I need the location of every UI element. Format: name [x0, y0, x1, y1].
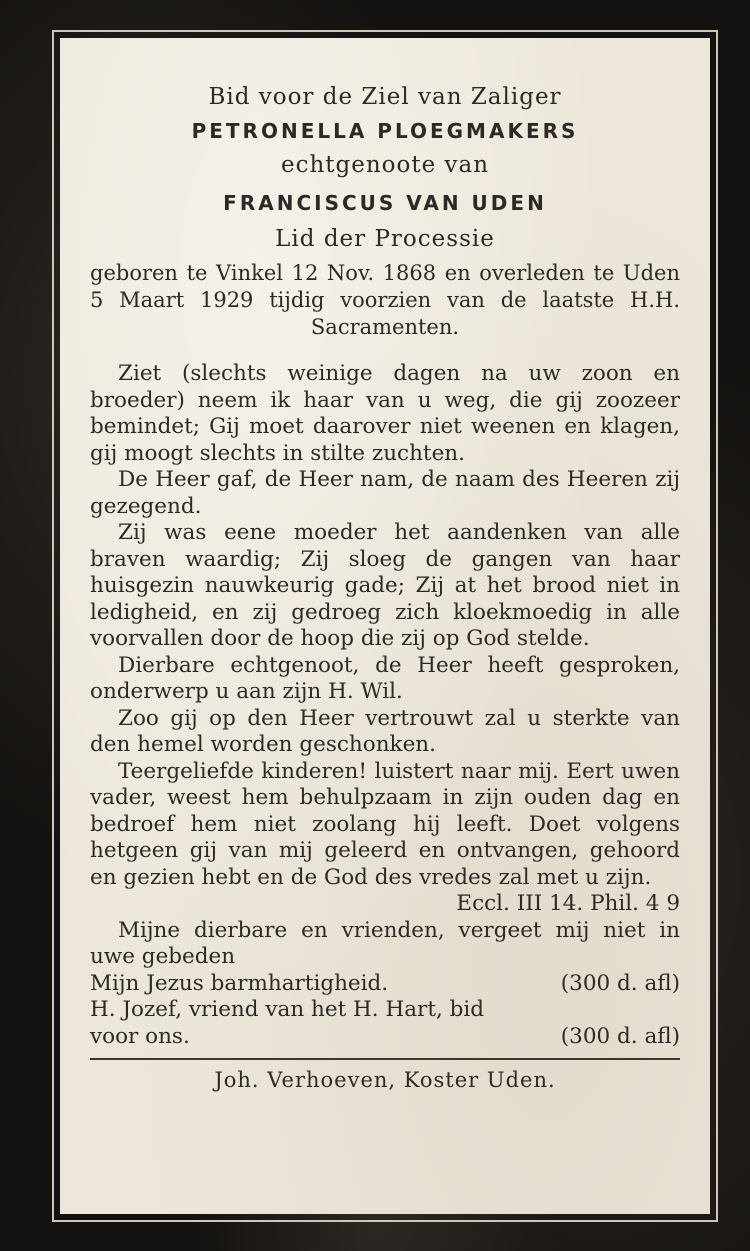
prayer-2-text: H. Jozef, vriend van het H. Hart, bid: [90, 997, 485, 1022]
card-body: [90, 361, 680, 1050]
prayer-2-indulgence: (300 d. afl): [560, 1023, 680, 1049]
prayer-2-line-1: [90, 997, 680, 1024]
card-paper: [60, 38, 710, 1214]
birth-death-details: geboren te Vinkel 12 Nov. 1868 en overleden te Uden 5 Maart 1929 tijdig voorzien van de laatste H.H. Sacramenten.: [90, 261, 680, 339]
paragraph-2: De Heer gaf, de Heer nam, de naam des Heeren zij gezegend.: [90, 467, 680, 519]
prayer-2-line-2: [90, 1024, 680, 1051]
prayer-1-text: Mijn Jezus barmhartigheid.: [90, 970, 389, 996]
prayer-1: [90, 971, 680, 998]
citation-row: [90, 891, 680, 918]
prayer-1-indulgence: (300 d. afl): [560, 970, 680, 996]
card-content: [90, 80, 680, 1094]
deceased-name: PETRONELLA PLOEGMAKERS: [191, 119, 579, 143]
membership: Lid der Processie: [275, 226, 495, 252]
divider: [90, 1058, 680, 1060]
spouse-name: FRANCISCUS VAN UDEN: [223, 191, 547, 215]
citation: Eccl. III 14. Phil. 4 9: [456, 891, 680, 916]
paragraph-5: Zoo gij op den Heer vertrouwt zal u sterkte van den hemel worden geschonken.: [90, 705, 680, 757]
prayer-2-text-cont: voor ons.: [90, 1023, 190, 1049]
paragraph-6: Teergeliefde kinderen! luistert naar mij. Eert uwen vader, weest hem behulpzaam in zijn ouden dag en bedroef hem niet zoolang hij leeft. Doet volgens hetgeen gij van mij geleerd en ontvangen, gehoord en gezien hebt en de God des vredes zal met u zijn.: [90, 758, 680, 890]
paragraph-3: Zij was eene moeder het aandenken van alle braven waardig; Zij sloeg de gangen van haar huisgezin nauwkeurig gade; Zij at het brood niet in ledigheid, en zij gedroeg zich kloekmoedig in alle voorvallen door de hoop die zij op God stelde.: [90, 520, 680, 651]
prayer-heading: Bid voor de Ziel van Zaliger: [208, 84, 562, 110]
paragraph-1: Ziet (slechts weinige dagen na uw zoon en broeder) neem ik haar van u weg, die gij zoozeer bemindet; Gij moet daarover niet weenen en klagen, gij moogt slechts in stilte zuchten.: [90, 361, 680, 466]
spouse-relation: echtgenoote van: [280, 152, 490, 178]
printer-credit: Joh. Verhoeven, Koster Uden.: [214, 1068, 556, 1092]
closing-request: Mijne dierbare en vrienden, vergeet mij niet in uwe gebeden: [90, 917, 680, 969]
paragraph-4: Dierbare echtgenoot, de Heer heeft gesproken, onderwerp u aan zijn H. Wil.: [90, 652, 680, 704]
